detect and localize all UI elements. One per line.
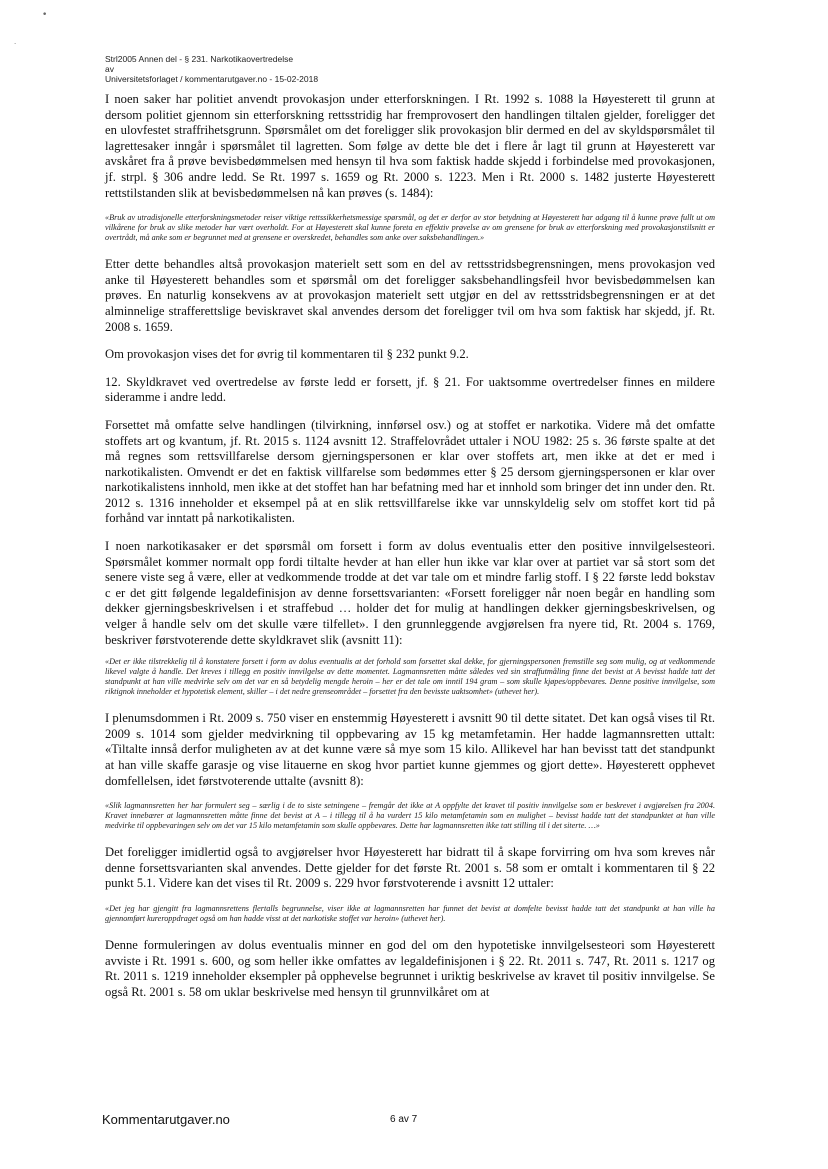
paragraph: Denne formuleringen av dolus eventualis minner en god del om den hypotetiske innvilgelsesteori som Høyesterett avviste i Rt. 1991 s. 600, og som heller ikke omfattes av legaldefinisjonen i § 22. Rt. 2011 s. 747, Rt. 2011 s. 1217 og Rt. 2011 s. 1219 inneholder eksempler på opphevelse begrunnet i uriktig beskrivelse av kravet til positiv innvilgelse. Se også Rt. 2001 s. 58 om uklar beskrivelse med hensyn til grunnvilkåret om at [105, 937, 715, 999]
paragraph: Om provokasjon vises det for øvrig til kommentaren til § 232 punkt 9.2. [105, 347, 469, 362]
paragraph: 12. Skyldkravet ved overtredelse av første ledd er forsett, jf. § 21. For uaktsomme overtredelser finnes en mildere sideramme i andre ledd. [105, 374, 715, 405]
header-by-line: av [105, 64, 114, 74]
document-body [105, 92, 715, 1012]
header-source-line: Strl2005 Annen del - § 231. Narkotikaovertredelse [105, 54, 294, 64]
paragraph: Forsettet må omfatte selve handlingen (tilvirkning, innførsel osv.) og at stoffet er narkotika. Videre må det omfatte stoffets art og kvantum, jf. Rt. 2015 s. 1124 avsnitt 12. Straffelovrådet uttaler i NOU 1982: 25 s. 36 første spalte at det må regnes som rettsvillfarelse dersom gjerningspersonen er klar over stoffets art, men ikke at det er med i narkotikalisten. Omvendt er det en faktisk villfarelse som bedømmes etter § 25 dersom gjerningspersonen er klar over narkotikalistens innhold, men ikke at det stoffet han har befatning med har et innhold som bringer det inn under den. Rt. 2012 s. 1316 inneholder et eksempel på at en slik rettsvillfarelse ikke var unnskyldelig selv om stoffet kort tid på forhånd var inntatt på narkotikalisten. [105, 417, 715, 526]
paragraph: I plenumsdommen i Rt. 2009 s. 750 viser en enstemmig Høyesterett i avsnitt 90 til dette sitatet. Det kan også vises til Rt. 2009 s. 1014 som gjelder medvirkning til oppbevaring av 15 kg metamfetamin. Her hadde lagmannsretten uttalt: «Tiltalte innså derfor muligheten av at det kunne være så mye som 15 kilo. Allikevel har han bevisst tatt det standpunkt at han ville skaffe garasje og vise litauerne en skog hvor partiet kunne gjemmes og gjort dette». Høyesterett opphevet domfellelsen, idet førstvoterende uttalte (avsnitt 8): [105, 711, 715, 788]
quote: «Slik lagmannsretten her har formulert seg – særlig i de to siste setningene – fremgår det ikke at A oppfylte det kravet til positiv innvilgelse som er beskrevet i avgjørelsen fra 2004. Kravet innebærer at lagmannsretten måtte finne det bevist at A – i tillegg til å ha vurdert 15 kilo metamfetamin som en mulighet – bevisst hadde tatt det standpunktet at han ville medvirke til oppbevaringen selv om det var 15 kilo metamfetamin som skulle oppbevares. Dette har lagmannsretten ikke tatt stilling til i det siterte. …» [105, 801, 715, 831]
quote: «Det jeg har gjengitt fra lagmannsrettens flertalls begrunnelse, viser ikke at lagmannsretten har funnet det bevist at domfelte bevisst hadde tatt det standpunkt at han ville ha gjennomført kureroppdraget også om han hadde visst at det narkotiske stoffet var heroin» (uthevet her). [105, 903, 715, 923]
quote: «Bruk av utradisjonelle etterforskningsmetoder reiser viktige rettssikkerhetsmessige spørsmål, og det er derfor av stor betydning at Høyesterett har adgang til å kunne prøve fullt ut om vilkårene for bruk av slike metoder har vært overholdt. For at Høyesterett skal kunne foreta en effektiv prøvelse av om grensene for bruk av etterforskning med provokasjonstilsnitt er overtrådt, må anke som er begrunnet med at grensene er overskredet, behandles som anke over saksbehandlingen.» [105, 213, 715, 243]
footer-site-name: Kommentarutgaver.no [102, 1112, 230, 1127]
paragraph: Det foreligger imidlertid også to avgjørelser hvor Høyesterett har bidratt til å skape forvirring om hva som kreves når denne forsettsvarianten skal anvendes. Dette gjelder for det første Rt. 2001 s. 58 som er omtalt i kommentaren til § 22 punkt 5.1. Videre kan det vises til Rt. 2009 s. 229 hvor førstvoterende i avsnitt 12 uttaler: [105, 845, 715, 891]
scan-speck: • [42, 10, 48, 20]
scan-speck: · [14, 40, 17, 48]
page-number: 6 av 7 [390, 1114, 418, 1125]
paragraph: I noen narkotikasaker er det spørsmål om forsett i form av dolus eventualis etter den positive innvilgelsesteori. Spørsmålet kommer normalt opp fordi tiltalte hevder at han eller hun ikke var klar over at partiet var så stort som det senere viste seg å være, eller at vedkommende trodde at det var tale om et mindre farlig stoff. I § 22 første ledd bokstav c er det gitt følgende legaldefinisjon av denne forsettsvarianten: «Forsett foreligger når noen begår en handling som dekker gjerningsbeskrivelsen i et straffebud … holder det for mulig at handlingen dekker gjerningsbeskrivelsen, og velger å handle selv om det skulle være tilfellet». I den grunnleggende avgjørelsen fra nyere tid, Rt. 2004 s. 1769, beskriver førstvoterende dette skyldkravet slik (avsnitt 11): [105, 539, 715, 647]
paragraph: I noen saker har politiet anvendt provokasjon under etterforskningen. I Rt. 1992 s. 1088 la Høyesterett til grunn at dersom politiet gjennom sin etterforskning rettsstridig har fremprovosert den handlingen tiltalen gjelder, foreligger det en ulovfestet straffrihetsgrunn. Spørsmålet om det foreligger slik provokasjon blir dermed en del av skyldspørsmålet til lagrettesaker inngår i spørsmålet til lagretten. Som følge av dette ble det i flere år lagt til grunn at Høyesterett var avskåret fra å prøve bevisbedømmelsen med hensyn til hva som faktisk hadde skjedd i forbindelse med provokasjonen, jf. strpl. § 306 andre ledd. Se Rt. 1997 s. 1659 og Rt. 2000 s. 1223. Men i Rt. 2000 s. 1482 justerte Høyesterett rettstilstanden slik at bevisbedømmelsen nå kan prøves (s. 1484): [105, 92, 715, 200]
document-header [105, 54, 745, 84]
paragraph: Etter dette behandles altså provokasjon materielt sett som en del av rettsstridsbegrensningen, mens provokasjon ved anke til Høyesterett behandles som et spørsmål om det foreligger saksbehandlingsfeil hvor bevisbedømmelsen kan prøves. En naturlig konsekvens av at provokasjon materielt sett utgjør en del av rettsstridsbegrensningen er at det alminnelige strafferettslige beviskravet skal anvendes dersom det foreligger tvil om hva som faktisk har skjedd, jf. Rt. 2008 s. 1659. [105, 257, 715, 334]
header-publisher-line: Universitetsforlaget / kommentarutgaver.no - 15-02-2018 [105, 74, 319, 84]
quote: «Det er ikke tilstrekkelig til å konstatere forsett i form av dolus eventualis at det forhold som forsettet skal dekke, for gjerningspersonen fremstille seg som mulig, og at vedkommende likevel valgte å handle. Det kreves i tillegg en positiv innvilgelse av dette momentet. Lagmannsretten måtte således ved sin straffutmåling finne det bevist at A bevisst hadde tatt det standpunkt at han ville medvirke selv om det var en så betydelig mengde heroin – her er det tale om inntil 194 gram – som skulle kjøpes/oppbevares. Denne positive innvilgelse, som riktignok inneholder et hypotetisk element, skiller – i det nedre grenseområdet – forsettet fra den bevisste uaktsomhet» (uthevet her). [105, 657, 715, 697]
